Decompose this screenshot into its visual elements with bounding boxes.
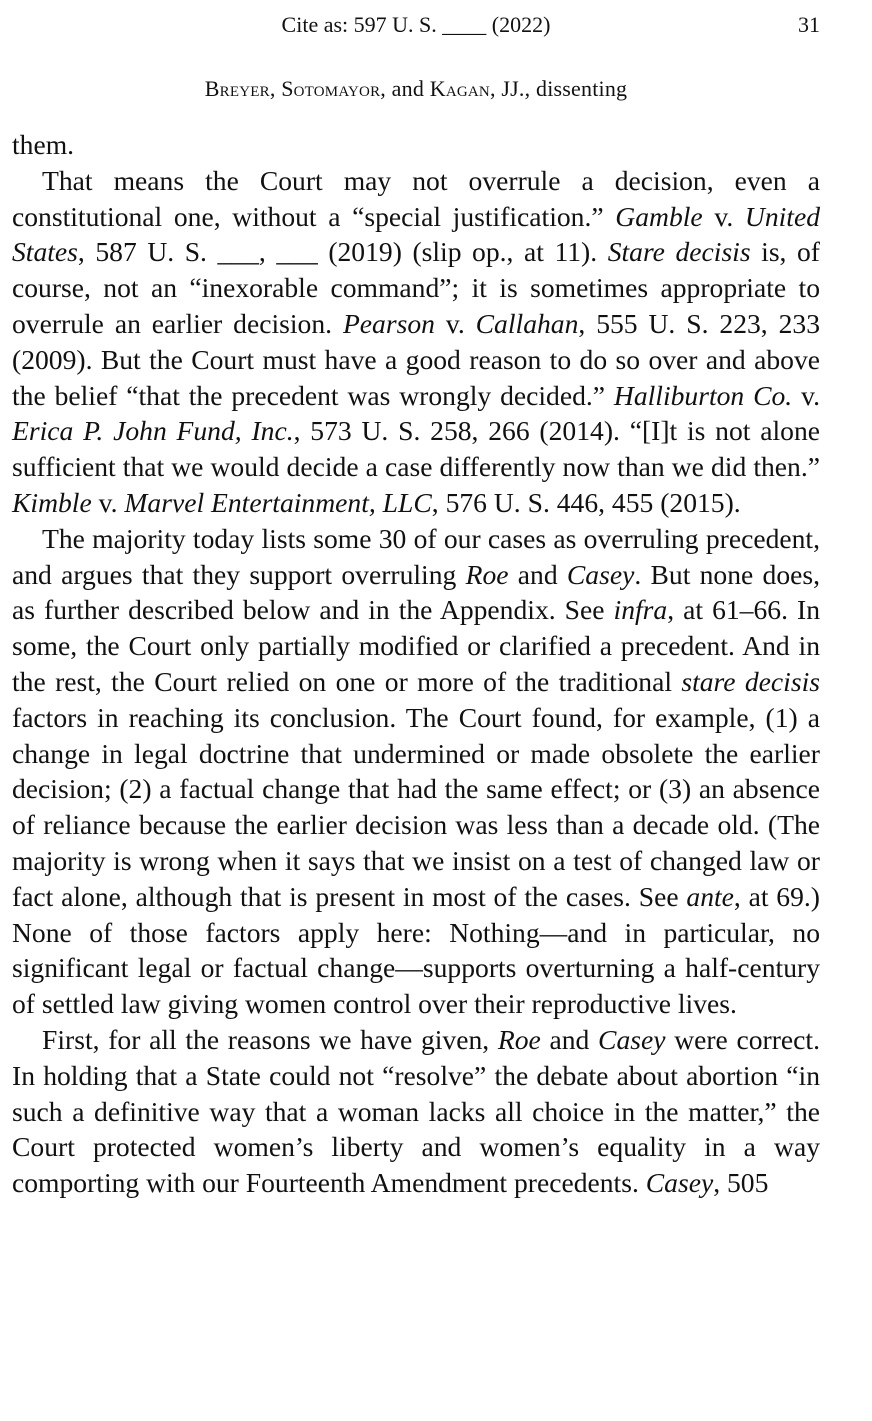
text-run: , 576 U. S. 446, 455 (2015).: [431, 486, 741, 518]
case-name: Erica P. John Fund, Inc.: [12, 415, 294, 447]
text-run: is, of course, not an “inexorable command”; it is sometimes appropriate to overrule an earlier decision.: [12, 236, 820, 339]
text-run: . But none does, as further described below and in the Appendix. See: [12, 558, 821, 626]
text-run: v.: [702, 200, 745, 232]
text-run: factors in reaching its conclusion. The Court found, for example, (1) a change in legal doctrine that undermined or made obsolete the earlier decision; (2) a factual change that had the same effect; or (3) an absence of reliance because the earlier decision was less than a decade old. (The majority is wrong when it says that we insist on a test of changed law or fact alone, although that is present in most of the cases. See: [12, 701, 820, 912]
text-run: and: [508, 558, 567, 590]
latin-term: infra: [613, 594, 668, 626]
citation-blank: ___: [276, 236, 318, 268]
text-run: , 555 U. S. 223, 233 (2009). But the Court must have a good reason to do so over and above the belief “that the precedent was wrongly decided.”: [12, 307, 820, 411]
text-run: , 587 U. S.: [77, 236, 218, 268]
citation-header: Cite as: 597 U. S. ____ (2022): [281, 12, 551, 37]
paragraph-first-reason: [12, 1022, 820, 1201]
text-run: were correct. In holding that a State could not “resolve” the debate about abortion “in such a definitive way that a woman lacks all choice in the matter,” the Court protected women’s liberty and women’s equality in a way comporting with our Fourteenth Amendment precedents.: [12, 1023, 820, 1199]
text-run: , 505: [713, 1167, 769, 1199]
paragraph-majority-cases: [12, 521, 820, 1022]
text-run: , at 69.) None of those factors apply here: Nothing—and in particular, no significant legal or factual change—supports overturning a half-century of settled law giving women control over their reproductive lives.: [12, 880, 820, 1020]
paragraph-continuation: [12, 127, 820, 163]
text-run: them.: [12, 129, 75, 160]
paragraph-special-justification: [12, 163, 820, 521]
citation-blank: ___: [217, 236, 259, 268]
text-run: First, for all the reasons we have given,: [42, 1023, 498, 1055]
text-run: The majority today lists some 30 of our cases as overruling precedent, and argues that they support overruling: [12, 522, 820, 590]
page-number: 31: [798, 12, 820, 37]
case-name: Pearson: [342, 307, 435, 339]
running-header: [0, 12, 872, 42]
justice-kagan: Kagan: [429, 76, 490, 101]
case-name: Roe: [465, 558, 509, 590]
case-name: Callahan: [475, 307, 579, 339]
latin-term: ante: [686, 880, 734, 912]
text-run: (2019) (slip op., at 11).: [317, 236, 608, 268]
case-name: Gamble: [615, 200, 703, 232]
text-run: v.: [91, 486, 125, 518]
header-sep-2: , and: [380, 76, 430, 101]
text-run: , 573 U. S. 258, 266 (2014). “[I]t is not alone sufficient that we would decide a case differently now than we did then.”: [12, 415, 820, 483]
header-sep-1: ,: [269, 76, 282, 101]
case-name: Casey: [645, 1167, 714, 1199]
opinion-body: [12, 127, 820, 1201]
case-name: Halliburton Co.: [613, 379, 793, 411]
case-name: United States: [12, 200, 821, 268]
case-name: Marvel Entertainment, LLC: [124, 486, 432, 518]
case-name: Roe: [497, 1023, 541, 1055]
case-name: Casey: [566, 558, 635, 590]
case-name: Casey: [598, 1023, 666, 1055]
justice-breyer: Breyer: [204, 76, 270, 101]
header-suffix: , JJ., dissenting: [489, 76, 628, 101]
text-run: and: [540, 1023, 599, 1055]
latin-term: Stare decisis: [607, 236, 751, 268]
latin-term: stare decisis: [681, 665, 820, 697]
justice-sotomayor: Sotomayor: [281, 76, 381, 101]
opinion-authors-header: [0, 76, 832, 102]
text-run: v.: [792, 379, 820, 411]
text-run: That means the Court may not overrule a decision, even a constitutional one, without a “special justification.”: [12, 164, 820, 232]
text-run: ,: [258, 236, 277, 268]
text-run: v.: [434, 307, 476, 339]
text-run: , at 61–66. In some, the Court only partially modified or clarified a precedent. And in the rest, the Court relied on one or more of the traditional: [12, 594, 820, 697]
case-name: Kimble: [12, 486, 92, 518]
